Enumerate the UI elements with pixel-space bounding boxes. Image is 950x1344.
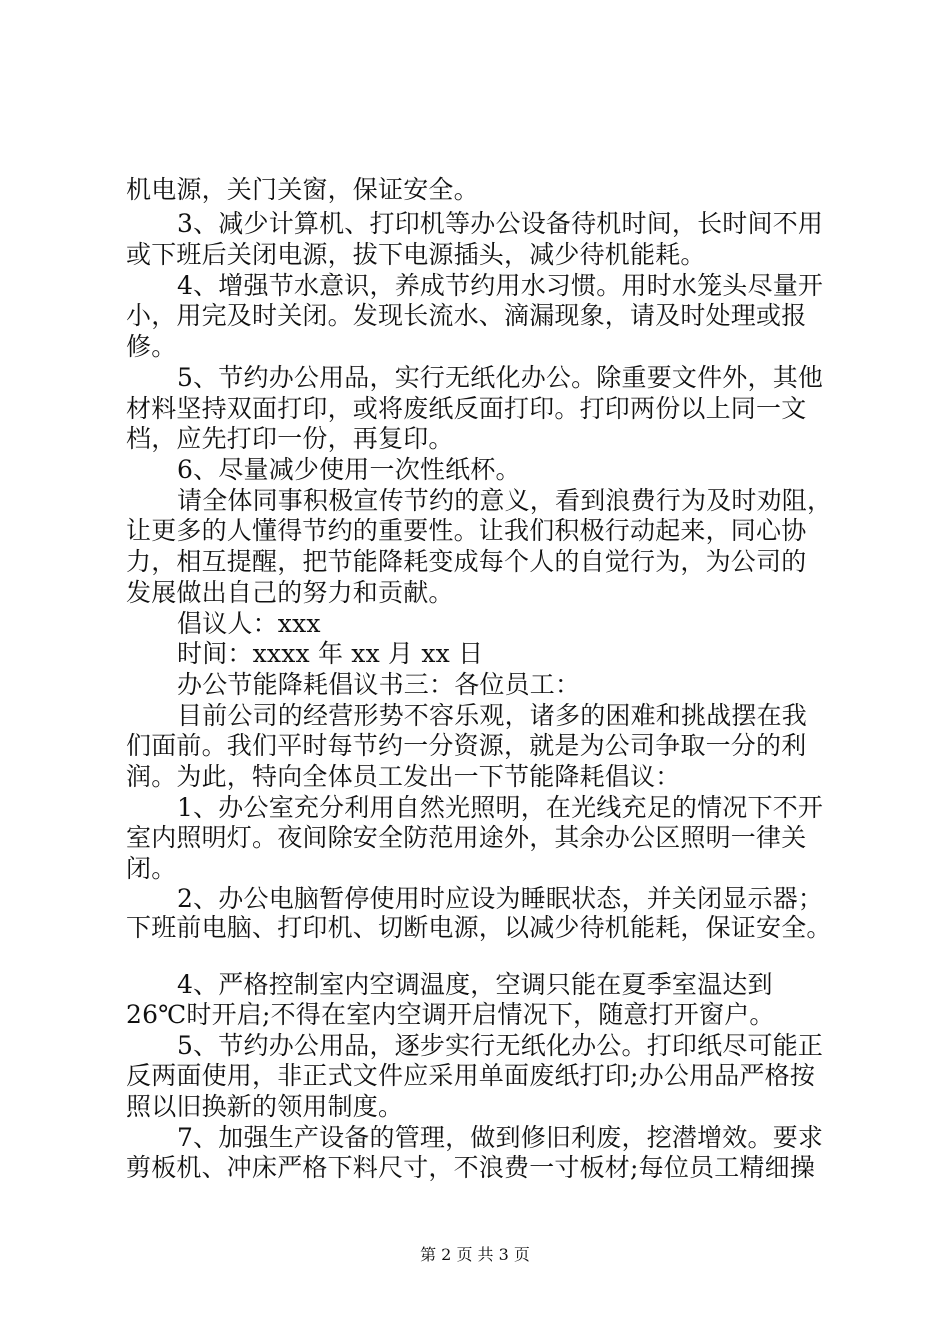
text-line: 让更多的人懂得节约的重要性。让我们积极行动起来，同心协 xyxy=(126,516,807,545)
page-number-footer: 第 2 页 共 3 页 xyxy=(420,1245,530,1264)
text-line: 机电源，关门关窗，保证安全。 xyxy=(126,175,479,204)
text-line: 7、加强生产设备的管理，做到修旧利废，挖潜增效。要求 xyxy=(177,1123,824,1152)
text-line: 1、办公室充分利用自然光照明，在光线充足的情况下不开 xyxy=(177,793,824,822)
text-line: 6、尽量减少使用一次性纸杯。 xyxy=(177,455,521,484)
text-line: 目前公司的经营形势不容乐观，诸多的困难和挑战摆在我 xyxy=(177,701,808,730)
text-line: 2、办公电脑暂停使用时应设为睡眠状态，并关闭显示器； xyxy=(177,884,824,913)
text-line: 照以旧换新的领用制度。 xyxy=(126,1092,404,1121)
text-line: 档，应先打印一份，再复印。 xyxy=(126,424,454,453)
text-line: 剪板机、冲床严格下料尺寸，不浪费一寸板材;每位员工精细操 xyxy=(126,1153,816,1182)
text-line: 或下班后关闭电源，拔下电源插头，减少待机能耗。 xyxy=(126,240,706,269)
text-line: 发展做出自己的努力和贡献。 xyxy=(126,578,454,607)
text-line: 们面前。我们平时每节约一分资源，就是为公司争取一分的利 xyxy=(126,731,807,760)
text-line: 材料坚持双面打印，或将废纸反面打印。打印两份以上同一文 xyxy=(126,394,807,423)
text-line: 4、严格控制室内空调温度，空调只能在夏季室温达到 xyxy=(177,970,773,999)
text-line: 室内照明灯。夜间除安全防范用途外，其余办公区照明一律关 xyxy=(126,823,807,852)
text-line: 下班前电脑、打印机、切断电源，以减少待机能耗，保证安全。 xyxy=(126,913,832,942)
text-line: 反两面使用，非正式文件应采用单面废纸打印;办公用品严格按 xyxy=(126,1061,816,1090)
text-line: 5、节约办公用品，逐步实行无纸化办公。打印纸尽可能正 xyxy=(177,1031,824,1060)
text-line: 润。为此，特向全体员工发出一下节能降耗倡议： xyxy=(126,762,681,791)
text-line: 26℃时开启;不得在室内空调开启情况下，随意打开窗户。 xyxy=(126,1000,775,1029)
text-line: 5、节约办公用品，实行无纸化办公。除重要文件外，其他 xyxy=(177,363,824,392)
text-line: 请全体同事积极宣传节约的意义，看到浪费行为及时劝阻， xyxy=(177,486,833,515)
text-line: 闭。 xyxy=(126,854,177,883)
text-line: 小，用完及时关闭。发现长流水、滴漏现象，请及时处理或报 xyxy=(126,301,807,330)
text-line: 倡议人：xxx xyxy=(177,609,321,638)
text-line: 3、减少计算机、打印机等办公设备待机时间，长时间不用 xyxy=(177,209,824,238)
text-line: 时间：xxxx 年 xx 月 xx 日 xyxy=(177,639,484,668)
text-line: 力，相互提醒，把节能降耗变成每个人的自觉行为，为公司的 xyxy=(126,547,807,576)
text-line: 4、增强节水意识，养成节约用水习惯。用时水笼头尽量开 xyxy=(177,271,824,300)
text-line: 办公节能降耗倡议书三：各位员工： xyxy=(177,670,581,699)
text-line: 修。 xyxy=(126,332,177,361)
